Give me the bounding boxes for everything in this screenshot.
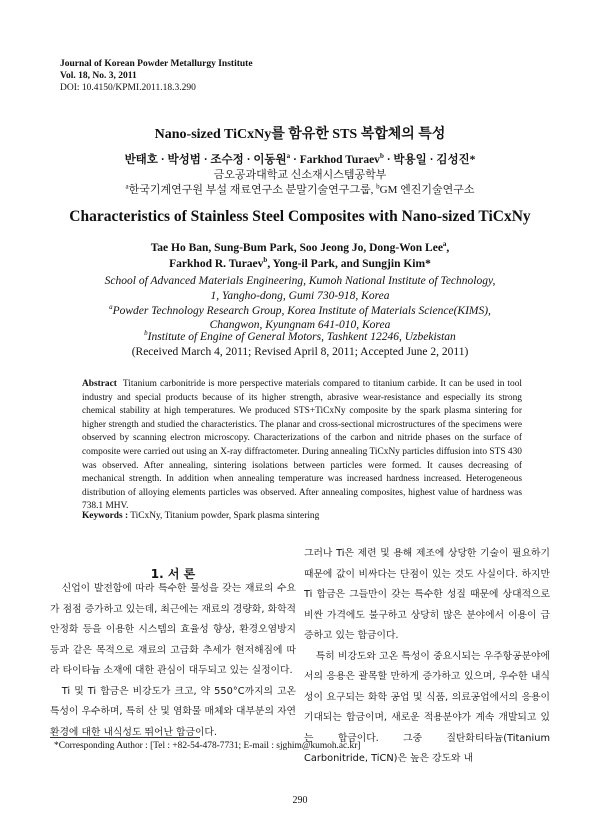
page-number: 290 [292,795,308,806]
right-paragraph-2: 특히 비강도와 고온 특성이 중요시되는 우주항공분야에서의 응용은 괄목할 만하게 증가하고 있으며, 우수한 내식성이 요구되는 화학 공업 및 식품, 의료공업에서의 응용이 기대되는 합금이며, 새로운 적용분야가 계속 개발되고 있는 합금이다. 그중 질탄화티타늄(Titanium Carbonitride, TiCN)은 높은 강도와 내 [304,650,550,764]
abstract-text: Titanium carbonitride is more perspective materials compared to titanium carbide. It can be used in tool industry and special products because of its higher strength, abrasive wear-resistance and especially its strong chemical stability at high temperatures. We produced STS+TiCxNy composite by the spark plasma sintering for higher strength and studied the characteristics. The planar and cross-sectional microstructures of the specimens were observed by scanning electron microscopy. Characterizations of the carbon and nitride phases on the surface of composite were carried out using an X-ray diffractometer. During annealing TiCxNy particles diffusion into STS 430 was observed. After annealing, sintering isolations between particles were formed. It causes decreasing of mechanical strength. In addition when annealing temperature was increased hardness increased. Heterogeneous distribution of alloying elements particles was observed. After annealing composites, highest value of hardness was 738.1 MHV. [82,379,522,512]
journal-header [60,58,253,94]
footnote-divider [50,737,200,738]
right-paragraph-1: 그러나 Ti은 제련 및 용해 제조에 상당한 기술이 필요하기 때문에 값이 비싸다는 단점이 있는 것도 사실이다. 하지만 Ti 합금은 그들만이 갖는 특수한 성질 때문에 상대적으로 비싼 가격에도 불구하고 상당히 많은 분야에서 이용이 급증하고 있는 합금이다. [304,548,550,641]
korean-title: Nano-sized TiCxNy를 함유한 STS 복합체의 특성 [154,127,446,142]
korean-affiliation-1: 금오공과대학교 신소재시스템공학부 [213,169,387,181]
english-affiliation-1: School of Advanced Materials Engineering, Kumoh National Institute of Technology, [104,275,496,287]
journal-name: Journal of Korean Powder Metallurgy Institute [60,59,253,69]
english-title: Characteristics of Stainless Steel Composites with Nano-sized TiCxNy [69,208,531,225]
english-affiliation-4: Changwon, Kyungnam 641-010, Korea [209,319,391,331]
english-affiliation-5: $^b$Institute of Engine of General Motors, Tashkent 12246, Uzbekistan [144,329,456,343]
journal-volume: Vol. 18, No. 3, 2011 [60,71,137,81]
section-heading-introduction: 1. 서 론 [150,567,196,581]
left-paragraph-2: Ti 및 Ti 합금은 비강도가 크고, 약 550°C까지의 고온 특성이 우수하며, 특히 산 및 염화물 매체와 대부분의 자연 환경에 대한 내식성도 뛰어난 합금이다. [50,685,296,738]
english-authors-line-2: Farkhod R. Turaev$^b$, Yong-il Park, and Sungjin Kim* [169,256,431,270]
corresponding-author-footnote: *Corresponding Author : [Tel : +82-54-478-7731; E-mail : sjghim@kumoh.ac.kr] [54,741,361,751]
english-affiliation-2: 1, Yangho-dong, Gumi 730-918, Korea [210,290,390,302]
english-authors-line-1: Tae Ho Ban, Sung-Bum Park, Soo Jeong Jo, Dong-Won Lee$^a$, [150,240,450,254]
left-paragraph-1: 신업이 발전함에 따라 특수한 물성을 갖는 재료의 수요가 점점 증가하고 있는데, 최근에는 재료의 경량화, 화학적 안정화 등을 이용한 시스템의 효율성 향상, 환경오염방지 등과 같은 목적으로 재료의 고급화 추세가 현저해짐에 따라 타이타늄 소재에 대한 관심이 대두되고 있는 실정이다. [50,583,296,676]
abstract [82,378,522,514]
keywords [82,511,319,521]
abstract-label: Abstract [82,379,117,389]
journal-doi: DOI: 10.4150/KPMI.2011.18.3.290 [60,83,196,93]
korean-affiliation-2: $^a$한국기계연구원 부설 재료연구소 분말기술연구그룹, $^b$GM 엔진기술연구소 [125,182,475,196]
english-affiliation-3: $^a$Powder Technology Research Group, Korea Institute of Materials Science(KIMS), [109,303,491,317]
korean-authors: 반태호 · 박성범 · 조수정 · 이동원$^a$ · Farkhod Turaev$^b$ · 박용일 · 김성진* [124,152,476,166]
received-dates: (Received March 4, 2011; Revised April 8, 2011; Accepted June 2, 2011) [131,346,469,358]
keywords-label: Keywords : [82,511,129,521]
body-left-column [50,579,296,743]
keywords-text: TiCxNy, Titanium powder, Spark plasma sintering [128,511,320,521]
body-right-column [304,544,550,770]
